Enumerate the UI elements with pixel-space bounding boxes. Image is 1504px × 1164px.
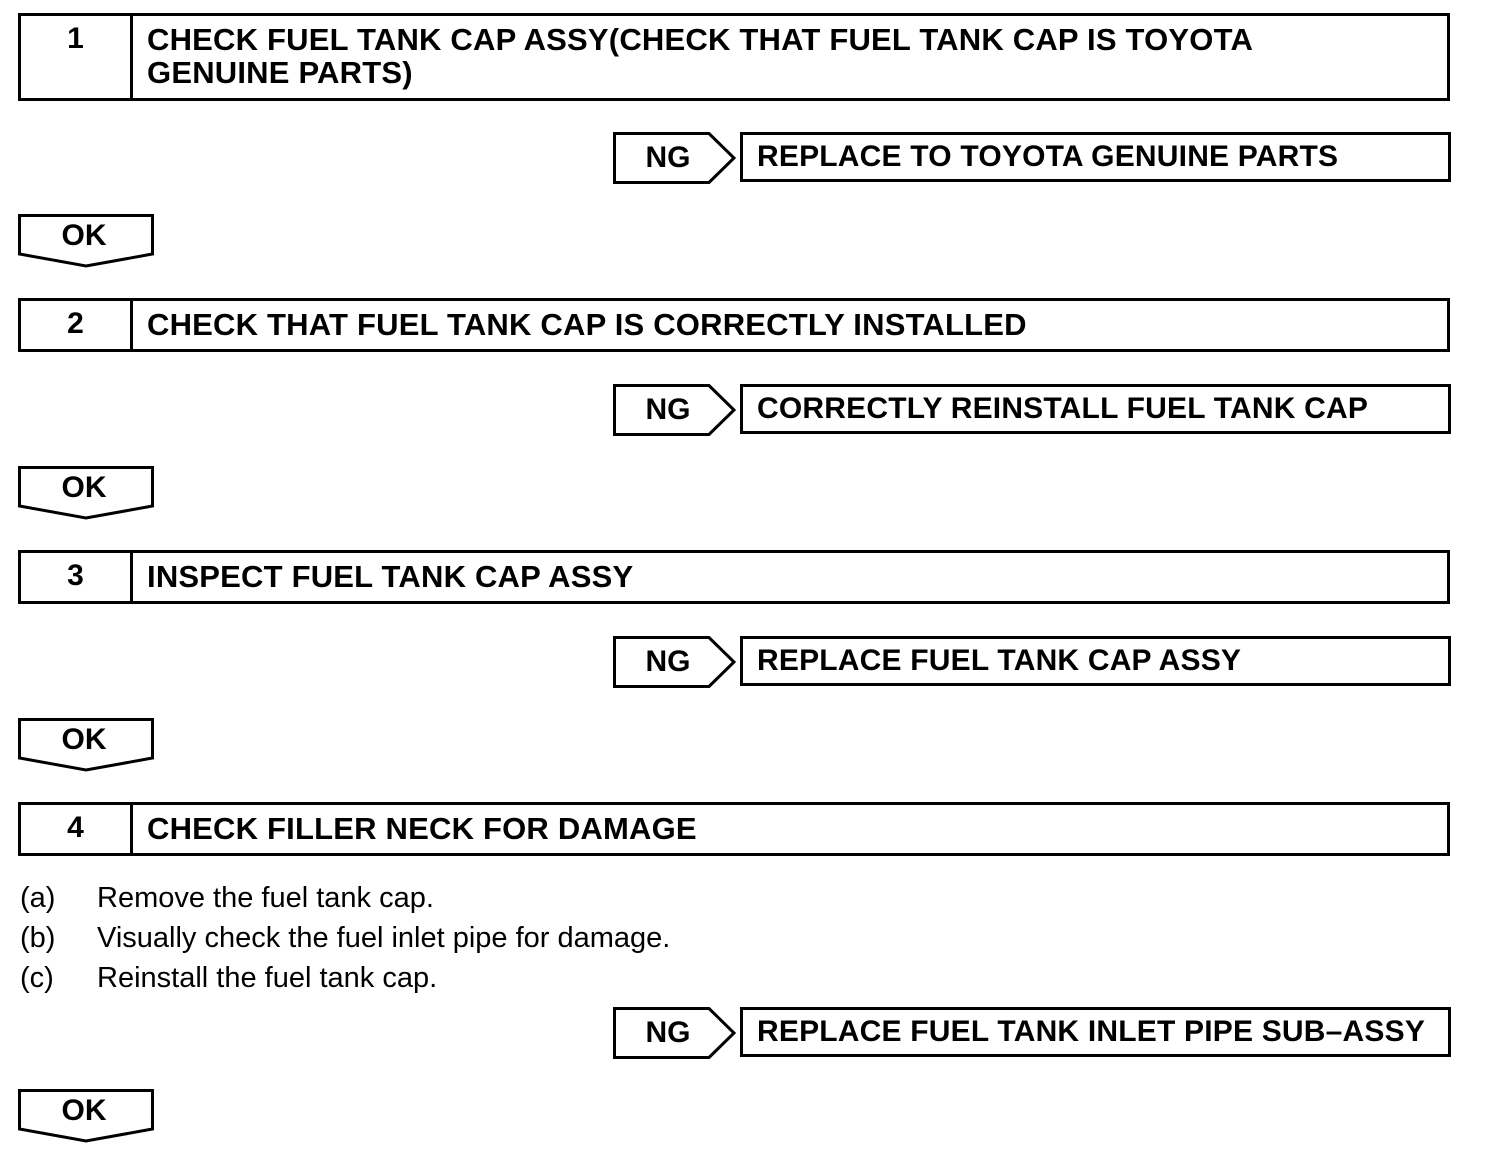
ng-label: NG (645, 141, 691, 174)
ok-label: OK (61, 471, 107, 504)
substep-c (20, 962, 437, 994)
substep-text: Visually check the fuel inlet pipe for damage. (97, 922, 671, 954)
ok-label: OK (61, 723, 107, 756)
ng-label: NG (645, 645, 691, 678)
step-number: 3 (21, 553, 133, 601)
ng-arrow-3 (613, 636, 737, 688)
substep-letter: (b) (20, 922, 56, 954)
substep-text: Reinstall the fuel tank cap. (97, 962, 438, 994)
step-title: CHECK FUEL TANK CAP ASSY(CHECK THAT FUEL TANK CAP IS TOYOTA GENUINE PARTS) (147, 22, 1252, 90)
ng-result-2: CORRECTLY REINSTALL FUEL TANK CAP (740, 384, 1451, 434)
step-4-box (18, 802, 1450, 856)
ng-arrow-2 (613, 384, 737, 436)
step-3-box (18, 550, 1450, 604)
ng-result-3: REPLACE FUEL TANK CAP ASSY (740, 636, 1451, 686)
substep-b (20, 922, 670, 954)
ng-result-1: REPLACE TO TOYOTA GENUINE PARTS (740, 132, 1451, 182)
ng-arrow-4 (613, 1007, 737, 1059)
ok-arrow-2 (18, 466, 156, 520)
step-title: CHECK FILLER NECK FOR DAMAGE (147, 811, 697, 846)
substep-a (20, 882, 434, 914)
ok-arrow-3 (18, 718, 156, 772)
step-2-box (18, 298, 1450, 352)
ok-label: OK (61, 1094, 107, 1127)
ok-arrow-1 (18, 214, 156, 268)
step-title: INSPECT FUEL TANK CAP ASSY (147, 559, 634, 594)
step-title: CHECK THAT FUEL TANK CAP IS CORRECTLY INSTALLED (147, 307, 1027, 342)
ok-label: OK (61, 219, 107, 252)
substep-text: Remove the fuel tank cap. (97, 882, 434, 914)
ok-arrow-4 (18, 1089, 156, 1143)
substep-letter: (c) (20, 962, 54, 994)
ng-label: NG (645, 393, 691, 426)
ng-label: NG (645, 1016, 691, 1049)
step-number: 1 (21, 16, 133, 98)
substep-letter: (a) (20, 882, 56, 914)
step-1-box (18, 13, 1450, 101)
step-number: 4 (21, 805, 133, 853)
step-number: 2 (21, 301, 133, 349)
ng-arrow-1 (613, 132, 737, 184)
ng-result-4: REPLACE FUEL TANK INLET PIPE SUB–ASSY (740, 1007, 1451, 1057)
